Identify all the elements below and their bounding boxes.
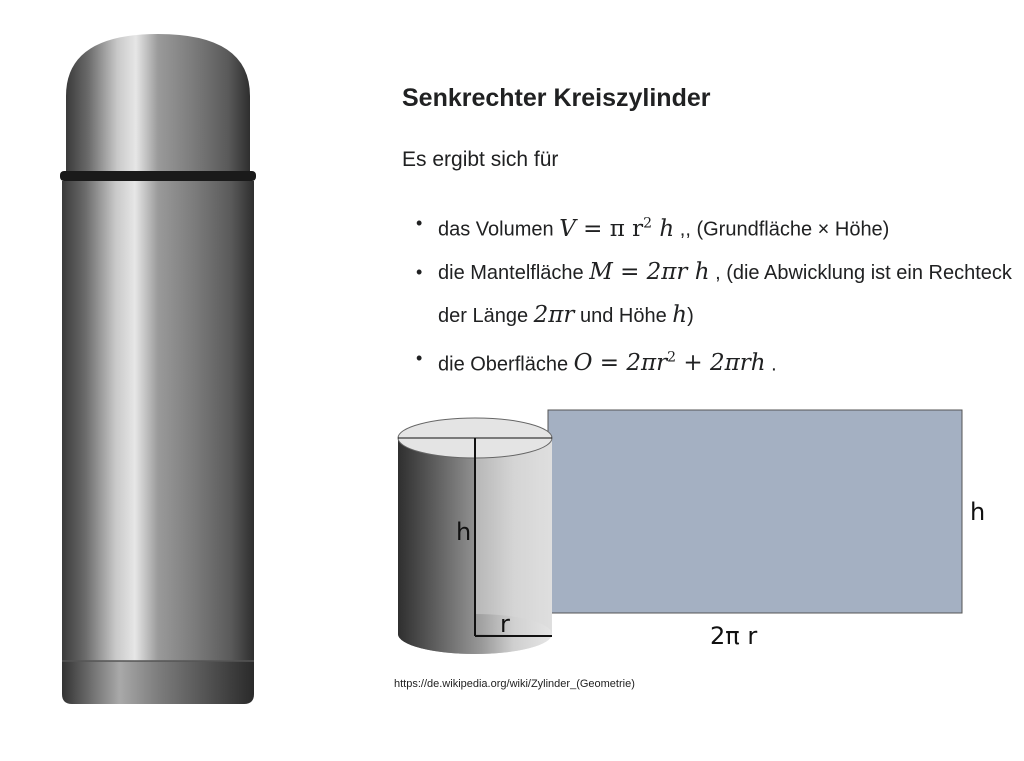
volume-formula: [559, 216, 674, 242]
page-title: Senkrechter Kreiszylinder: [402, 84, 711, 112]
lateral-note-a: , (die Abwicklung ist ein Rechteck der Länge: [438, 261, 1012, 327]
flask-cap: [66, 34, 250, 171]
volume-formula-tail: h: [659, 215, 675, 242]
source-link[interactable]: https://de.wikipedia.org/wiki/Zylinder_(Geometrie): [394, 678, 635, 690]
cylinder-net-diagram: [390, 400, 1010, 670]
cylinder-shape: [398, 418, 552, 654]
surface-label: die Oberfläche: [438, 353, 569, 376]
lateral-height: h: [672, 301, 688, 328]
surface-formula-exp: 2: [667, 349, 677, 366]
formula-list: [414, 202, 1014, 385]
intro-text: Es ergibt sich für: [402, 148, 559, 171]
list-item-lateral: [414, 251, 1014, 337]
flask-body: [62, 181, 254, 661]
lateral-note-b: und Höhe: [574, 304, 673, 327]
flask-base: [62, 661, 254, 704]
surface-period: .: [765, 353, 777, 376]
lateral-formula: M = 2πr h: [589, 258, 710, 285]
surface-formula-b: + 2πrh: [676, 350, 766, 377]
volume-formula-rhs: = π r: [583, 215, 644, 242]
rectangle-length-label: 2π r: [710, 622, 758, 650]
lateral-length: 2πr: [533, 301, 575, 328]
cylinder-height-label: h: [456, 518, 472, 546]
flask-seal-ring: [60, 171, 256, 181]
cylinder-radius-label: r: [500, 610, 510, 638]
volume-formula-lhs: V: [559, 215, 576, 242]
volume-formula-exp: 2: [643, 215, 653, 231]
surface-formula-a: O = 2πr: [573, 350, 668, 377]
volume-label: das Volumen: [438, 218, 554, 241]
rectangle-height-label: h: [970, 498, 986, 526]
surface-formula: [574, 350, 766, 376]
lateral-note-c: ): [687, 304, 694, 327]
list-item-volume: • das Volumen V = π $r^2$ h ,, (Grundfläche × Höhe): [414, 202, 1014, 251]
volume-comma: ,: [674, 218, 686, 241]
list-item-surface: [414, 337, 1014, 386]
unrolled-rectangle: [548, 410, 962, 613]
thermos-flask-image: [48, 26, 268, 706]
volume-note: (Grundfläche × Höhe): [690, 218, 890, 241]
lateral-label: die Mantelfläche: [438, 261, 584, 284]
